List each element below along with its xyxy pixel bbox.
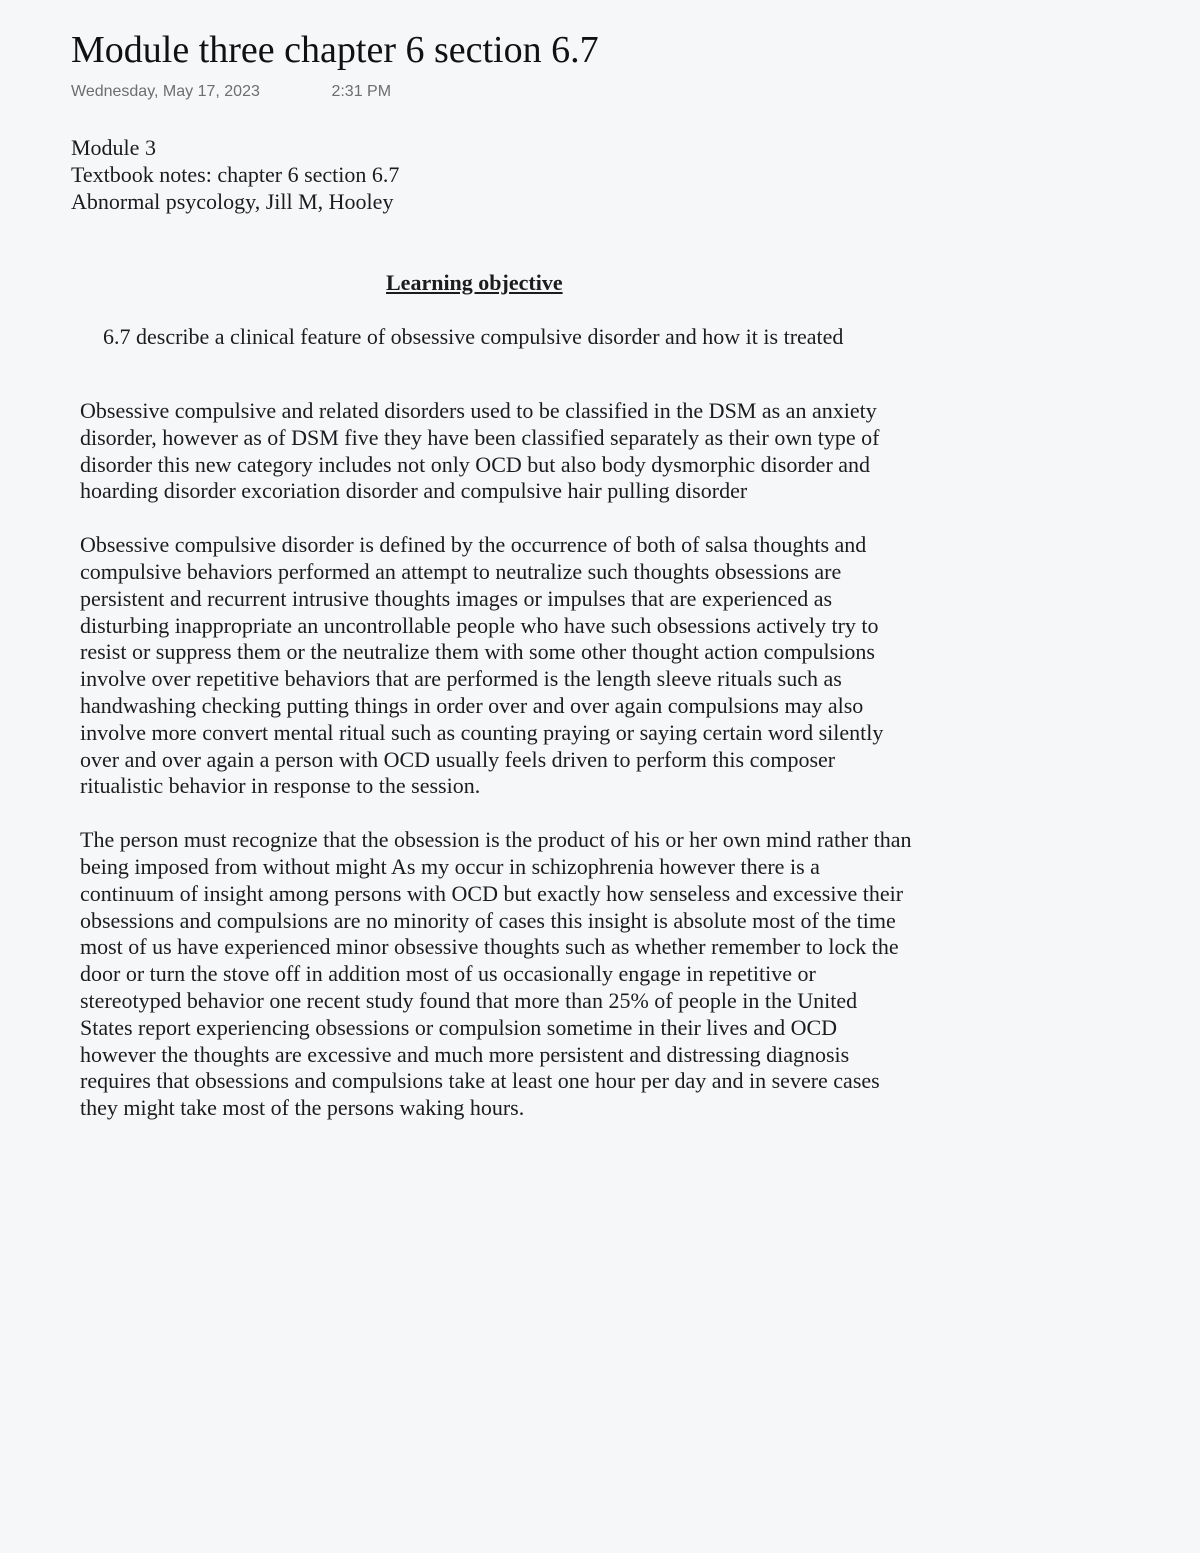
paragraph-2: Obsessive compulsive disorder is defined by the occurrence of both of salsa thoughts and compulsive behaviors performed an attempt to neutralize such thoughts obsessions are persistent and recurrent intrusive thoughts images or impulses that are experienced as disturbing inappropriate an uncontrollable people who have such obsessions actively try to resist or suppress them or the neutralize them with some other thought action compulsions involve over repetitive behaviors that are performed is the length sleeve rituals such as handwashing checking putting things in order over and over again compulsions may also involve more convert mental ritual such as counting praying or saying certain word silently over and over again a person with OCD usually feels driven to perform this composer ritualistic behavior in response to the session. <box>80 532 884 799</box>
note-date: Wednesday, May 17, 2023 <box>71 83 260 100</box>
textbook-line: Textbook notes: chapter 6 section 6.7 <box>71 162 400 187</box>
course-info <box>71 134 399 215</box>
note-time: 2:31 PM <box>331 83 392 100</box>
note-timestamp <box>71 81 391 103</box>
paragraph-1: Obsessive compulsive and related disorders used to be classified in the DSM as an anxiety disorder, however as of DSM five they have been classified separately as their own type of disorder this new category includes not only OCD but also body dysmorphic disorder and hoarding disorder excoriation disorder and compulsive hair pulling disorder <box>80 398 880 504</box>
module-line: Module 3 <box>71 135 156 160</box>
book-line: Abnormal psycology, Jill M, Hooley <box>71 189 394 214</box>
note-body <box>80 398 915 1149</box>
paragraph-3: The person must recognize that the obsession is the product of his or her own mind rather than being imposed from without might As my occur in schizophrenia however there is a continuum of insight among persons with OCD but exactly how senseless and excessive their obsessions and compulsions are no minority of cases this insight is absolute most of the time most of us have experienced minor obsessive thoughts such as whether remember to lock the door or turn the stove off in addition most of us occasionally engage in repetitive or stereotyped behavior one recent study found that more than 25% of people in the United States report experiencing obsessions or compulsion sometime in their lives and OCD however the thoughts are excessive and much more persistent and distressing diagnosis requires that obsessions and compulsions take at least one hour per day and in severe cases they might take most of the persons waking hours. <box>80 827 912 1121</box>
learning-objective-text: 6.7 describe a clinical feature of obsessive compulsive disorder and how it is treated <box>103 324 844 349</box>
learning-objective-heading: Learning objective <box>386 270 563 295</box>
page-title: Module three chapter 6 section 6.7 <box>71 29 599 71</box>
